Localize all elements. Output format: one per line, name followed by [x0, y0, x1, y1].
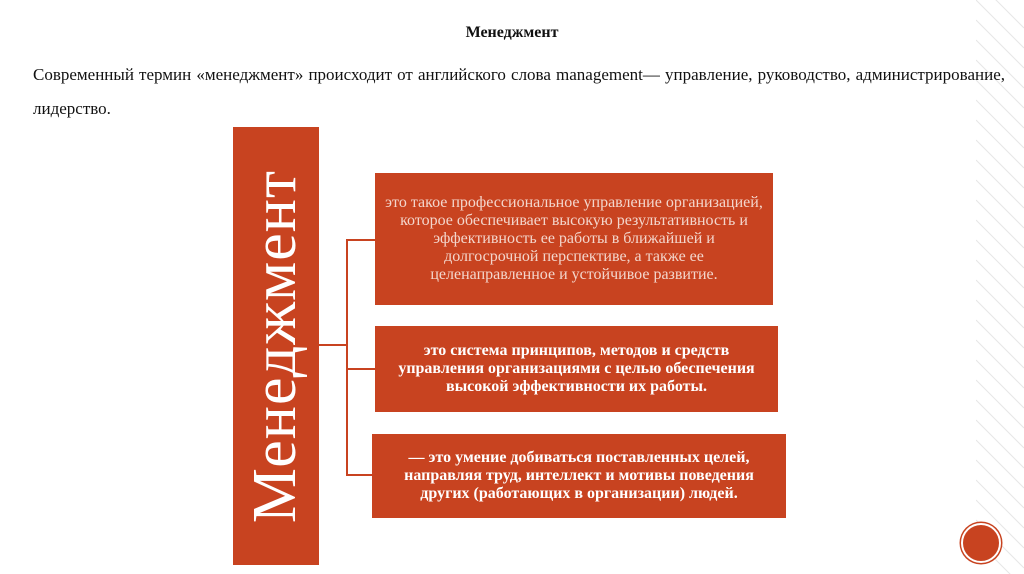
connector-trunk — [346, 239, 348, 475]
connector-stub — [319, 344, 347, 346]
definition-text-3: — это умение добиваться поставленных целей, направляя труд, интеллект и мотивы поведения других (работающих в организации) людей. — [404, 449, 754, 502]
main-label-text: Менеджмент — [241, 169, 310, 523]
connector-branch-1 — [346, 239, 375, 241]
definition-text-2: это система принципов, методов и средств управления организациями с целью обеспечения высокой эффективности их работы. — [398, 342, 755, 395]
main-label-bar — [233, 127, 319, 565]
connector-branch-3 — [346, 474, 372, 476]
definition-box-1 — [375, 173, 773, 305]
definition-box-2 — [375, 326, 778, 412]
circle-badge-icon — [961, 523, 1001, 563]
intro-paragraph: Современный термин «менеджмент» происходит от английского слова management— управление, руководство, администрирование, лидерство. — [33, 65, 1005, 118]
slide-title: Менеджмент — [465, 24, 559, 41]
definition-text-1: это такое профессиональное управление организацией, которое обеспечивает высокую результативность и эффективность ее работы в ближайшей и долгосрочной перспективе, а также ее целенаправленное и устойчивое развитие. — [385, 194, 763, 283]
connector-branch-2 — [346, 368, 375, 370]
definition-box-3 — [372, 434, 786, 518]
